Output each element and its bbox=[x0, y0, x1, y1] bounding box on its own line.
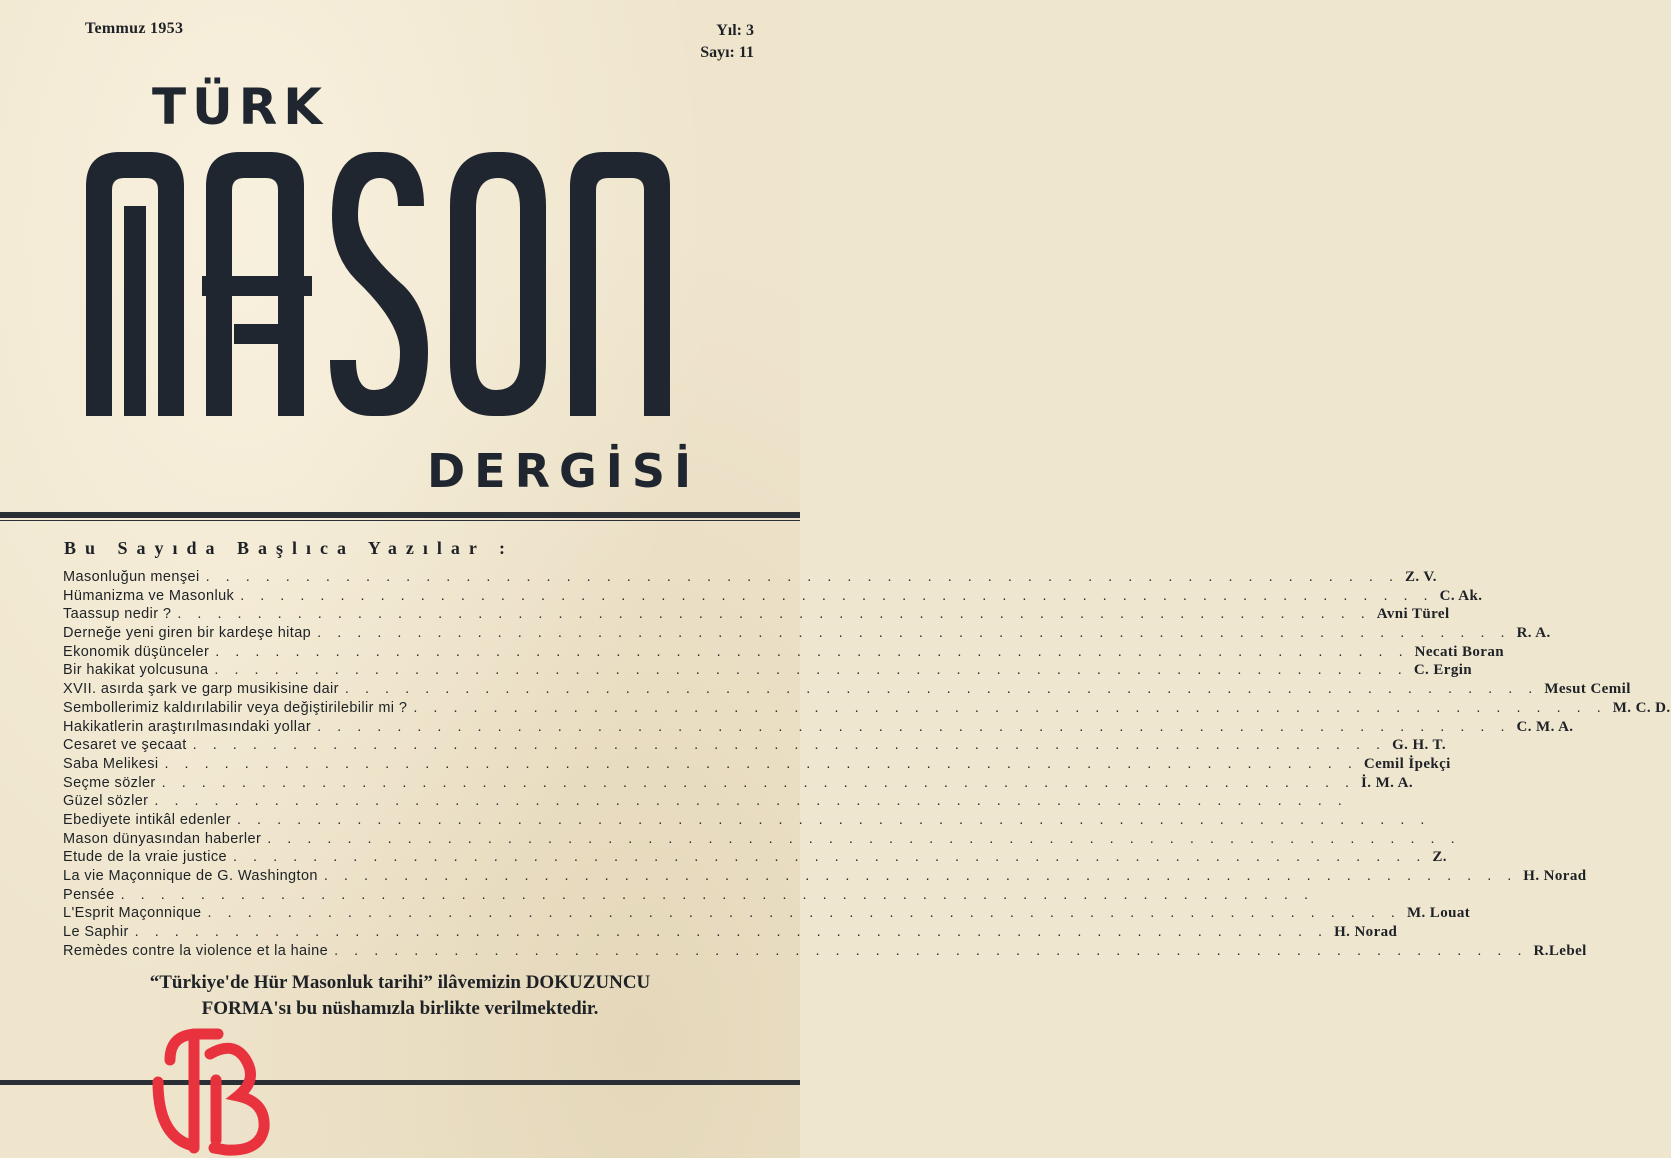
contents-item-leader: . . . . . . . . . . . . . . . . . . . . . . . . . . . . . . . . . . . . . . . . . . . . . . . . . . . . . . . . . . . . bbox=[177, 606, 1371, 623]
contents-item-title: Ekonomik düşünceler bbox=[63, 643, 210, 660]
contents-list bbox=[63, 569, 1671, 961]
contents-item-leader: . . . . . . . . . . . . . . . . . . . . . . . . . . . . . . . . . . . . . . . . . . . . . . . . . . . . . . . . . . . . bbox=[317, 625, 1511, 642]
contents-item bbox=[63, 643, 1505, 663]
contents-item-author: H. Norad bbox=[1334, 924, 1398, 941]
issue-year: Yıl: 3 bbox=[716, 22, 754, 39]
contents-item-leader: . . . . . . . . . . . . . . . . . . . . . . . . . . . . . . . . . . . . . . . . . . . . . . . . . . . . . . . . . . . . bbox=[344, 681, 1539, 698]
contents-item bbox=[63, 587, 1483, 607]
contents-item-author: M. C. D. bbox=[1612, 699, 1671, 716]
contents-item-author: Z. bbox=[1432, 849, 1447, 866]
contents-item-title: Taassup nedir ? bbox=[63, 606, 172, 623]
contents-item-author: Cemil İpekçi bbox=[1363, 755, 1451, 772]
letter-m-stem bbox=[124, 206, 146, 416]
contents-item-author: H. Norad bbox=[1523, 868, 1587, 884]
contents-item-leader: . . . . . . . . . . . . . . . . . . . . . . . . . . . . . . . . . . . . . . . . . . . . . . . . . . . . . . . . . . . . bbox=[237, 811, 1431, 828]
issue-date: Temmuz 1953 bbox=[85, 20, 184, 37]
contents-item-title: L'Esprit Maçonnique bbox=[63, 905, 202, 922]
contents-item-leader: . . . . . . . . . . . . . . . . . . . . . . . . . . . . . . . . . . . . . . . . . . . . . . . . . . . . . . . . . . . . bbox=[240, 587, 1434, 604]
letter-a-crossbar bbox=[202, 276, 312, 296]
top-rule bbox=[0, 512, 800, 518]
contents-item-title: Saba Melikesi bbox=[63, 755, 159, 772]
contents-item bbox=[63, 811, 1431, 831]
contents-item-leader: . . . . . . . . . . . . . . . . . . . . . . . . . . . . . . . . . . . . . . . . . . . . . . . . . . . . . . . . . . . . bbox=[164, 755, 1358, 772]
contents-item-title: Cesaret ve şecaat bbox=[63, 737, 187, 754]
contents-item bbox=[63, 606, 1450, 625]
contents-item-author: M. Louat bbox=[1406, 905, 1471, 922]
contents-item-title: Bir hakikat yolcusuna bbox=[63, 662, 209, 679]
contents-item bbox=[63, 830, 1461, 850]
contents-item-leader: . . . . . . . . . . . . . . . . . . . . . . . . . . . . . . . . . . . . . . . . . . . . . . . . . . . . . . . . . . . . bbox=[215, 643, 1409, 660]
contents-item-author: Avni Türel bbox=[1376, 606, 1450, 623]
contents-item-title: Güzel sözler bbox=[63, 793, 149, 810]
contents-item-title: Seçme sözler bbox=[63, 774, 156, 791]
contents-item-leader: . . . . . . . . . . . . . . . . . . . . . . . . . . . . . . . . . . . . . . . . . . . . . . . . . . . . . . . . . . . . bbox=[154, 793, 1348, 810]
contents-item-leader: . . . . . . . . . . . . . . . . . . . . . . . . . . . . . . . . . . . . . . . . . . . . . . . . . . . . . . . . . . . . bbox=[323, 868, 1518, 884]
contents-item-leader: . . . . . . . . . . . . . . . . . . . . . . . . . . . . . . . . . . . . . . . . . . . . . . . . . . . . . . . . . . . . bbox=[334, 942, 1528, 959]
issue-info bbox=[700, 20, 754, 64]
contents-item-title: Remèdes contre la violence et la haine bbox=[63, 942, 329, 959]
contents-item-author: C. Ergin bbox=[1413, 662, 1473, 679]
masthead-mason bbox=[84, 146, 740, 436]
contents-item-author: Z. V. bbox=[1404, 569, 1437, 585]
contents-item bbox=[63, 718, 1574, 738]
letter-o bbox=[450, 152, 546, 416]
contents-item bbox=[63, 793, 1348, 812]
contents-item-title: Masonluğun menşei bbox=[63, 569, 200, 585]
contents-item bbox=[63, 699, 1671, 719]
contents-item-title: Hakikatlerin araştırılmasındaki yollar bbox=[63, 718, 312, 735]
contents-heading: Bu Sayıda Başlıca Yazılar : bbox=[64, 538, 515, 558]
contents-item-leader: . . . . . . . . . . . . . . . . . . . . . . . . . . . . . . . . . . . . . . . . . . . . . . . . . . . . . . . . . . . . bbox=[120, 886, 1314, 903]
masthead-turk: TÜRK bbox=[152, 78, 328, 136]
contents-item bbox=[63, 681, 1631, 700]
contents-item bbox=[63, 569, 1437, 588]
contents-item-leader: . . . . . . . . . . . . . . . . . . . . . . . . . . . . . . . . . . . . . . . . . . . . . . . . . . . . . . . . . . . . bbox=[207, 905, 1401, 922]
contents-item-author: Necati Boran bbox=[1414, 643, 1505, 660]
contents-item bbox=[63, 905, 1471, 924]
contents-item-author: İ. M. A. bbox=[1361, 774, 1413, 791]
contents-item-author: Mesut Cemil bbox=[1544, 681, 1631, 698]
contents-item-title: Mason dünyasından haberler bbox=[63, 830, 262, 847]
contents-item-author: C. Ak. bbox=[1439, 587, 1483, 604]
contents-item-leader: . . . . . . . . . . . . . . . . . . . . . . . . . . . . . . . . . . . . . . . . . . . . . . . . . . . . . . . . . . . . bbox=[317, 718, 1511, 735]
contents-item-leader: . . . . . . . . . . . . . . . . . . . . . . . . . . . . . . . . . . . . . . . . . . . . . . . . . . . . . . . . . . . . bbox=[161, 774, 1356, 791]
contents-item bbox=[63, 886, 1314, 906]
notice-line-2: FORMA'sı bu nüshamızla birlikte verilmektedir. bbox=[201, 998, 599, 1019]
contents-item-title: Etude de la vraie justice bbox=[63, 849, 227, 866]
contents-item bbox=[63, 625, 1551, 644]
issue-number: Sayı: 11 bbox=[700, 44, 754, 61]
contents-item-title: XVII. asırda şark ve garp musikisine dair bbox=[63, 681, 339, 698]
letter-s bbox=[330, 152, 428, 416]
contents-item-title: Le Saphir bbox=[63, 924, 129, 941]
contents-item-title: La vie Maçonnique de G. Washington bbox=[63, 868, 318, 884]
supplement-notice bbox=[60, 970, 740, 1022]
contents-item-leader: . . . . . . . . . . . . . . . . . . . . . . . . . . . . . . . . . . . . . . . . . . . . . . . . . . . . . . . . . . . . bbox=[134, 924, 1329, 941]
contents-item bbox=[63, 774, 1413, 794]
contents-item-title: Sembollerimiz kaldırılabilir veya değiştirilebilir mi ? bbox=[63, 699, 408, 716]
masthead-dergisi: DERGİSİ bbox=[427, 444, 701, 498]
contents-item-title: Ebediyete intikâl edenler bbox=[63, 811, 231, 828]
contents-item bbox=[63, 737, 1446, 756]
notice-line-1: “Türkiye'de Hür Masonluk tarihi” ilâvemizin DOKUZUNCU bbox=[149, 972, 651, 993]
contents-item-leader: . . . . . . . . . . . . . . . . . . . . . . . . . . . . . . . . . . . . . . . . . . . . . . . . . . . . . . . . . . . . bbox=[205, 569, 1399, 585]
contents-item-leader: . . . . . . . . . . . . . . . . . . . . . . . . . . . . . . . . . . . . . . . . . . . . . . . . . . . . . . . . . . . . bbox=[232, 849, 1427, 866]
contents-item bbox=[63, 755, 1451, 775]
top-rule-thin bbox=[0, 520, 800, 521]
contents-item-leader: . . . . . . . . . . . . . . . . . . . . . . . . . . . . . . . . . . . . . . . . . . . . . . . . . . . . . . . . . . . . bbox=[267, 830, 1461, 847]
tmd-monogram-logo bbox=[140, 1020, 280, 1158]
contents-item bbox=[63, 942, 1587, 962]
contents-item bbox=[63, 662, 1473, 681]
contents-item-leader: . . . . . . . . . . . . . . . . . . . . . . . . . . . . . . . . . . . . . . . . . . . . . . . . . . . . . . . . . . . . bbox=[192, 737, 1387, 754]
contents-item bbox=[63, 849, 1447, 868]
contents-item-author: R.Lebel bbox=[1533, 942, 1587, 959]
letter-a-bar bbox=[234, 324, 296, 344]
contents-item-title: Derneğe yeni giren bir kardeşe hitap bbox=[63, 625, 312, 642]
contents-item bbox=[63, 924, 1398, 943]
contents-item-author: G. H. T. bbox=[1392, 737, 1446, 754]
contents-item-author: R. A. bbox=[1516, 625, 1551, 642]
contents-item-title: Hümanizma ve Masonluk bbox=[63, 587, 235, 604]
letter-n bbox=[570, 152, 670, 416]
contents-item-leader: . . . . . . . . . . . . . . . . . . . . . . . . . . . . . . . . . . . . . . . . . . . . . . . . . . . . . . . . . . . . bbox=[214, 662, 1408, 679]
contents-item-author: C. M. A. bbox=[1516, 718, 1574, 735]
bottom-rule bbox=[0, 1080, 800, 1085]
contents-item bbox=[63, 868, 1587, 887]
contents-item-title: Pensée bbox=[63, 886, 115, 903]
contents-item-leader: . . . . . . . . . . . . . . . . . . . . . . . . . . . . . . . . . . . . . . . . . . . . . . . . . . . . . . . . . . . . bbox=[413, 699, 1607, 716]
